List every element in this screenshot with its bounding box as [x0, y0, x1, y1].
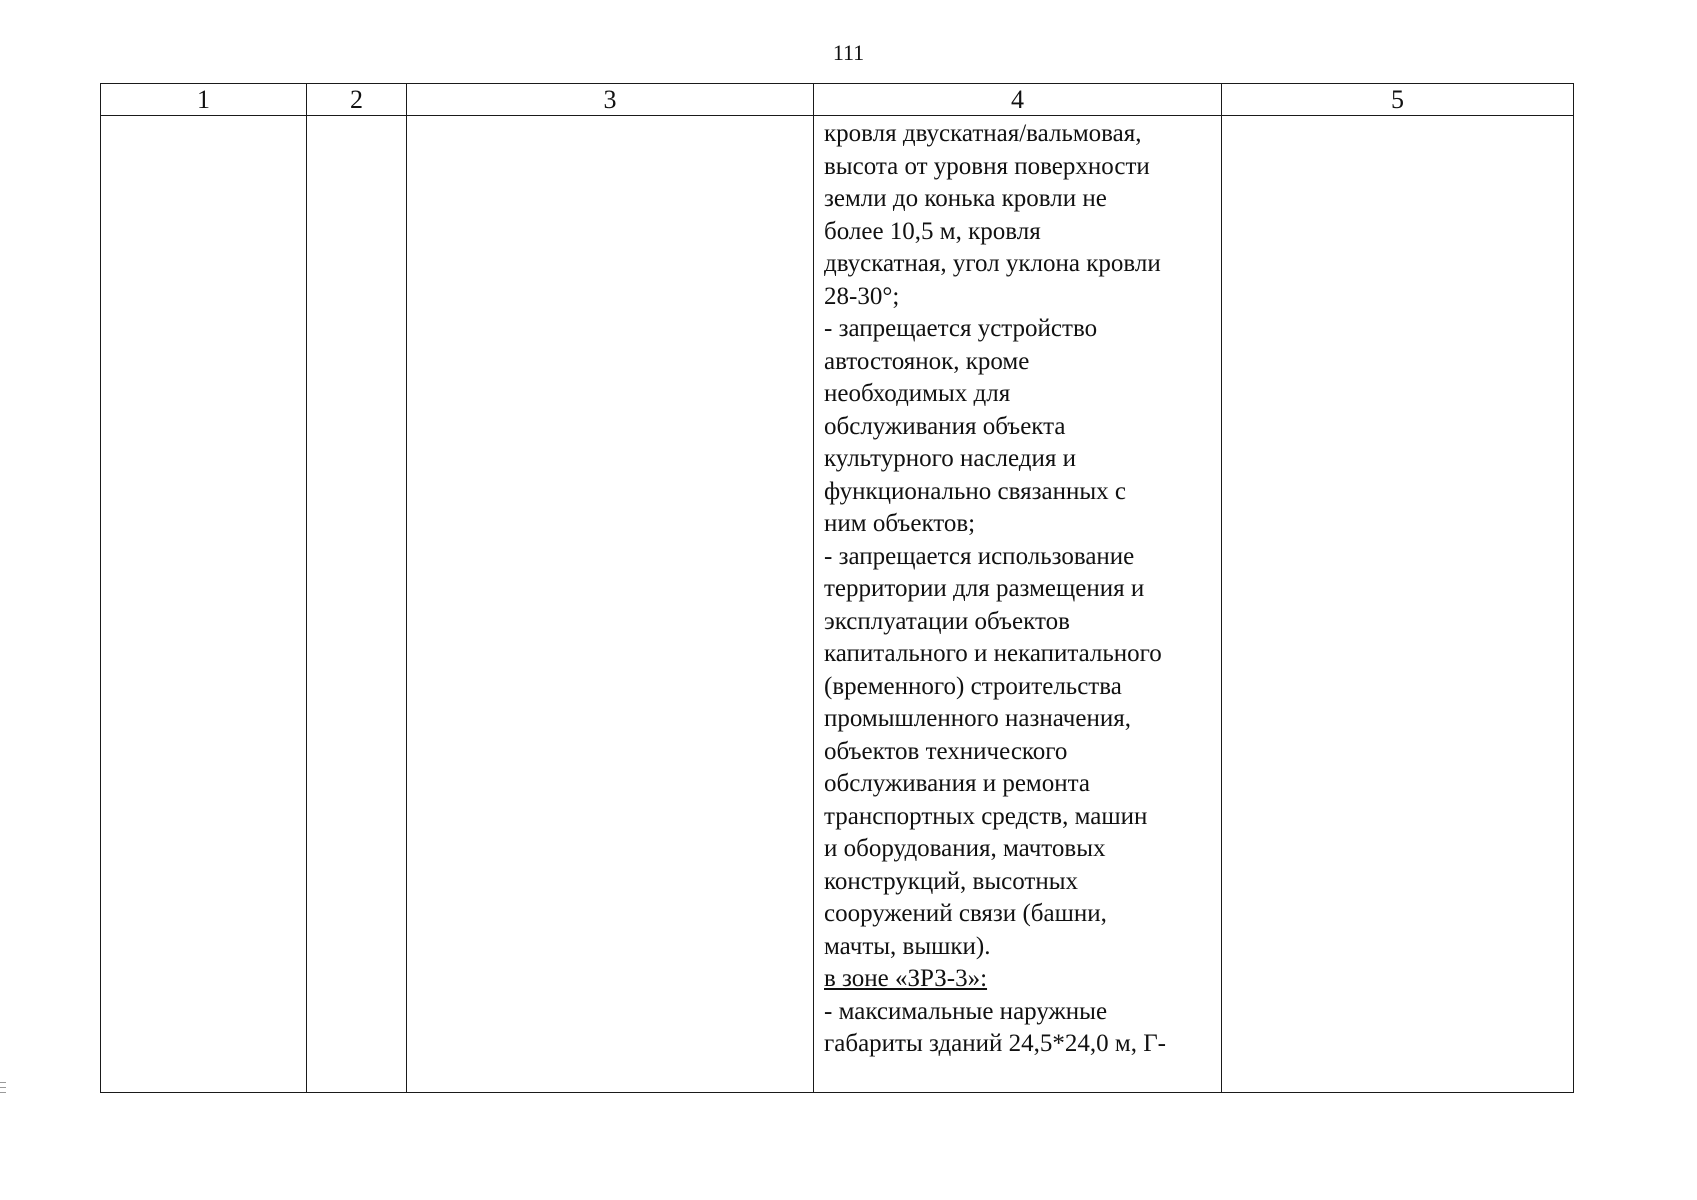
text-line: (временного) строительства: [824, 672, 1122, 700]
scan-artifact: [0, 1092, 6, 1093]
text-line: культурного наследия и: [824, 445, 1077, 472]
text-line: объектов технического: [824, 737, 1068, 765]
text-line: конструкций, высотных: [824, 867, 1079, 895]
regulations-table: [100, 83, 1574, 1093]
text-line: капитального и некапитального: [824, 640, 1162, 667]
text-line: транспортных средств, машин: [824, 802, 1148, 830]
text-line: обслуживания и ремонта: [824, 770, 1090, 797]
text-line: мачты, вышки).: [824, 932, 991, 960]
zone-heading: в зоне «ЗРЗ-3»:: [824, 965, 988, 992]
column-header-5: 5: [1222, 84, 1574, 116]
text-line: - запрещается устройство: [824, 315, 1098, 342]
text-line: земли до конька кровли не: [824, 185, 1107, 212]
text-line: высота от уровня поверхности: [824, 152, 1150, 180]
text-line: более 10,5 м, кровля: [824, 217, 1041, 245]
scan-artifact: [0, 1087, 6, 1088]
table-cell-col5: [1222, 116, 1574, 1093]
table-cell-col2: [307, 116, 407, 1093]
column-header-2: 2: [307, 84, 407, 116]
table-row: [101, 116, 1574, 1093]
page-number: 111: [832, 40, 865, 65]
text-line: сооружений связи (башни,: [824, 900, 1107, 927]
text-line: необходимых для: [824, 380, 1011, 407]
column-header-3: 3: [407, 84, 814, 116]
text-line: двускатная, угол уклона кровли: [824, 250, 1161, 277]
text-line: автостоянок, кроме: [824, 347, 1030, 375]
text-line: обслуживания объекта: [824, 412, 1066, 440]
text-line: и оборудования, мачтовых: [824, 835, 1106, 862]
column-header-1: 1: [101, 84, 307, 116]
text-line: функционально связанных с: [824, 477, 1127, 505]
text-line: ним объектов;: [824, 510, 976, 537]
table-header-row: [101, 84, 1574, 116]
table-cell-col1: [101, 116, 307, 1093]
table-cell-col4: [814, 116, 1222, 1093]
text-line: территории для размещения и: [824, 575, 1145, 602]
text-line: промышленного назначения,: [824, 705, 1131, 732]
text-line: - максимальные наружные: [824, 997, 1108, 1025]
text-line: габариты зданий 24,5*24,0 м, Г-: [824, 1030, 1166, 1057]
table-cell-col3: [407, 116, 814, 1093]
text-line: 28-30°;: [824, 282, 900, 310]
text-line: кровля двускатная/вальмовая,: [824, 120, 1142, 147]
scan-artifact: [0, 1082, 6, 1083]
text-line: - запрещается использование: [824, 542, 1135, 570]
regulation-text: [814, 116, 1221, 1061]
text-line: эксплуатации объектов: [824, 607, 1070, 635]
column-header-4: 4: [814, 84, 1222, 116]
